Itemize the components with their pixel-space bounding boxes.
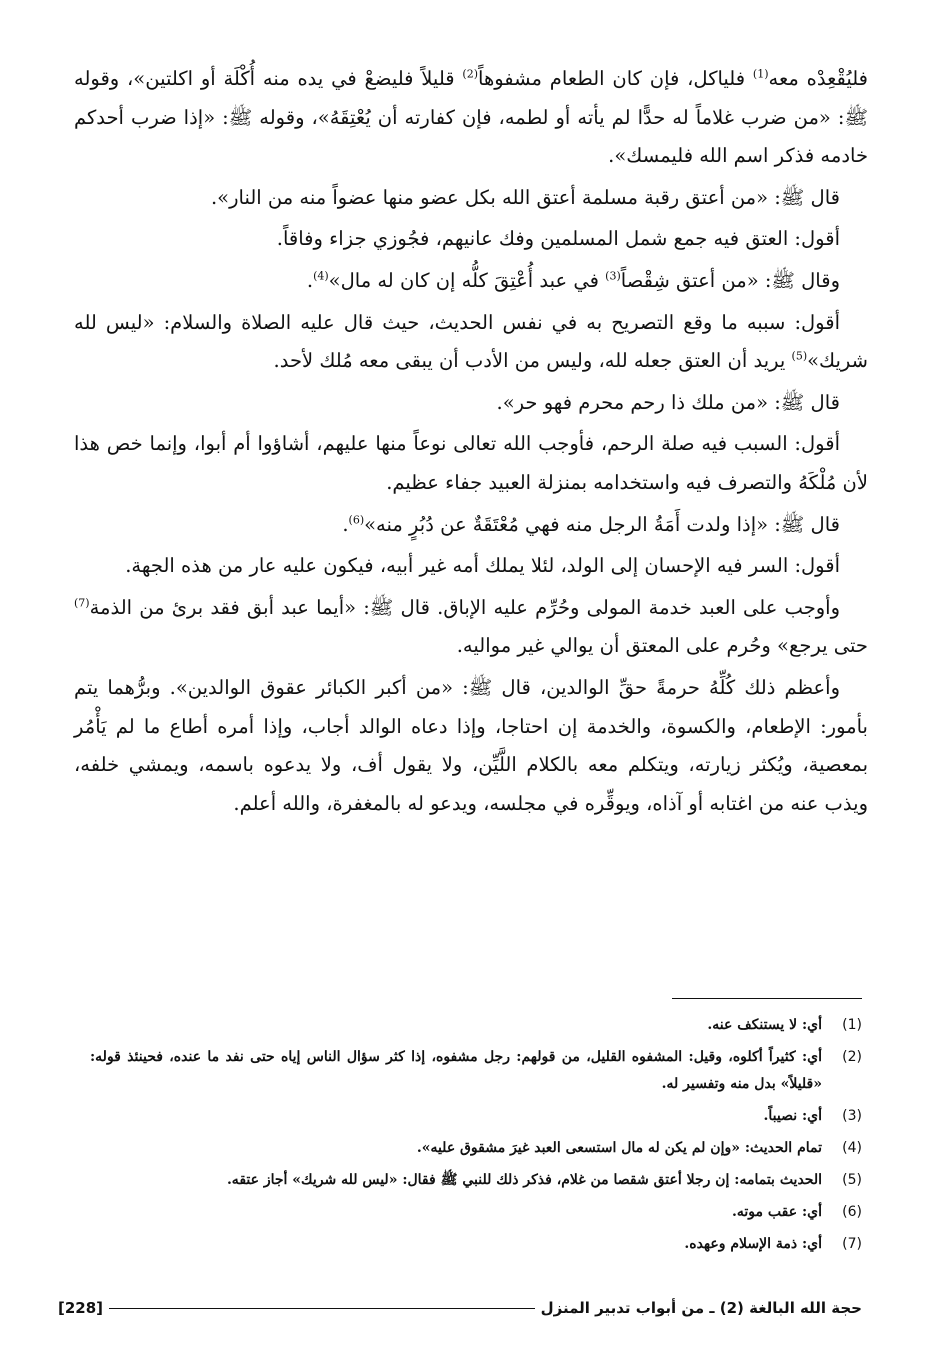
footnote-item <box>90 1231 862 1258</box>
footnote-text: أي: نصيباً. <box>763 1108 822 1124</box>
footnote-number: (2) <box>842 1049 862 1065</box>
footnote-number: (7) <box>842 1236 862 1252</box>
paragraph <box>74 262 868 301</box>
footnote-item <box>90 1103 862 1130</box>
footnote-item <box>90 1044 862 1098</box>
text-run: وأعظم ذلك كُلِّهُ حرمةً حقِّ الوالدين، قال ﷺ: «من أكبر الكبائر عقوق الوالدين». وبرُّهما يتم بأمور: الإطعام، والكسوة، والخدمة إن احتاجا، وإذا دعاه الوالد أجاب، وإذا أمره أطاع ما لم يَأْمُر بمعصية، ويُكثر زيارته، ويتكلم معه بالكلام اللَّيِّن، ولا يقول أف، ولا يدعوه باسمه، ويمشي خلفه، ويذب عنه من اغتابه أو آذاه، ويوقِّره في مجلسه، ويدعو له بالمغفرة، والله أعلم. <box>74 675 868 815</box>
footnote-number: (6) <box>842 1204 862 1220</box>
footnote-text: الحديث بتمامه: إن رجلا أعتق شقصا من غلام، فذكر ذلك للنبي ﷺ فقال: «ليس لله شريك» أجاز عتقه. <box>226 1172 822 1188</box>
footnote-number: (5) <box>842 1172 862 1188</box>
text-run: في عبد أُعْتِقَ كلُّه إن كان له مال» <box>328 268 606 292</box>
footnote-item <box>90 1199 862 1226</box>
paragraph <box>74 589 868 666</box>
text-run: أقول: العتق فيه جمع شمل المسلمين وفك عانيهم، فجُوزي جزاء وفاقاً. <box>276 227 840 251</box>
text-run: يريد أن العتق جعله لله، وليس من الأدب أن يبقى معه مُلك لأحد. <box>273 349 792 373</box>
footnote-item <box>90 1135 862 1162</box>
paragraph <box>74 425 868 502</box>
footnotes <box>90 1012 862 1263</box>
footnote-text: تمام الحديث: «وإن لم يكن له مال استسعى العبد غيرَ مشقوق عليه». <box>416 1140 822 1156</box>
footnote-text: أي: عقب موته. <box>732 1204 822 1220</box>
paragraph <box>74 384 868 423</box>
footnote-text: أي: كثيراً أكلوه، وقيل: المشفوه القليل، من قولهم: رجل مشفوه، إذا كثر سؤال الناس إياه حتى نفد ما عنده، فحينئذ قوله: «قليلاً» بدل منه وتفسير له. <box>90 1049 822 1092</box>
text-run: أقول: سببه ما وقع التصريح به في نفس الحديث، حيث قال عليه الصلاة والسلام: «ليس لله شريك» <box>74 310 868 373</box>
text-run: قال ﷺ: «من ملك ذا رحم محرم فهو حر». <box>496 390 840 414</box>
text-run: أقول: السبب فيه صلة الرحم، فأوجب الله تعالى نوعاً منها عليهم، أشاؤوا أم أبوا، وإنما خص هذا لأن مُلْكَهُ والتصرف فيه واستخدامه بمنزلة العبيد جفاء عظيم. <box>74 432 868 494</box>
text-run: حتى يرجع» وحُرم على المعتق أن يوالي غير مواليه. <box>456 634 868 658</box>
footnote-number: (4) <box>842 1140 862 1156</box>
footnote-number: (1) <box>842 1017 862 1033</box>
paragraph <box>74 60 868 176</box>
text-run: فليُقْعِدْه معه <box>768 67 868 90</box>
text-run: أقول: السر فيه الإحسان إلى الولد، لئلا يملك أمه غير أبيه، فيكون عليه عار من هذه الجهة. <box>125 554 840 578</box>
footnote-number: (3) <box>842 1108 862 1124</box>
text-run: . <box>306 268 314 292</box>
footnote-ref: (6) <box>348 513 365 527</box>
footnote-ref: (5) <box>791 349 808 363</box>
text-run: وقال ﷺ: «من أعتق شِقْصاً <box>620 268 840 292</box>
footer-rule <box>109 1308 535 1309</box>
text-run: فلياكل، فإن كان الطعام مشفوهاً <box>478 67 753 90</box>
footnote-ref: (7) <box>74 596 90 610</box>
paragraph <box>74 506 868 545</box>
text-run: قليلاً فليضعْ في يده منه أُكْلَة أو اكلتين»، وقوله ﷺ: «من ضرب غلاماً له حدًّا لم يأته أو لطمه، فإن كفارته أن يُعْتِقَهُ»، وقوله ﷺ: «إذا ضرب أحدكم خادمه فذكر اسم الله فليمسك». <box>74 67 868 168</box>
footer-title: حجة الله البالغة (2) ـ من أبواب تدبير المنزل <box>540 1299 862 1317</box>
text-run: قال ﷺ: «إذا ولدت أَمَةُ الرجل منه فهي مُعْتَقَةٌ عن دُبُرٍ منه» <box>364 512 840 536</box>
paragraph <box>74 220 868 259</box>
text-run: . <box>342 512 349 536</box>
paragraph <box>74 304 868 381</box>
footnote-text: أي: ذمة الإسلام وعهده. <box>684 1236 822 1252</box>
paragraph <box>74 669 868 823</box>
footnote-ref: (1) <box>752 67 769 81</box>
text-run: قال ﷺ: «من أعتق رقبة مسلمة أعتق الله بكل عضو منها عضواً منه من النار». <box>210 185 840 209</box>
footnote-item <box>90 1167 862 1194</box>
footnote-ref: (3) <box>605 269 621 283</box>
page-number: [228] <box>58 1299 104 1317</box>
footnote-text: أي: لا يستنكف عنه. <box>707 1017 822 1033</box>
text-run: وأوجب على العبد خدمة المولى وحُرِّم عليه الإباق. قال ﷺ: «أيما عبد أبق فقد برئ من الذمة <box>89 595 840 619</box>
footnote-ref: (4) <box>313 269 329 283</box>
paragraph <box>74 547 868 586</box>
paragraph <box>74 179 868 218</box>
footnote-item <box>90 1012 862 1039</box>
page-footer <box>58 1296 862 1320</box>
footnote-ref: (2) <box>462 67 478 81</box>
footnote-separator <box>672 998 862 999</box>
main-text <box>74 60 868 826</box>
